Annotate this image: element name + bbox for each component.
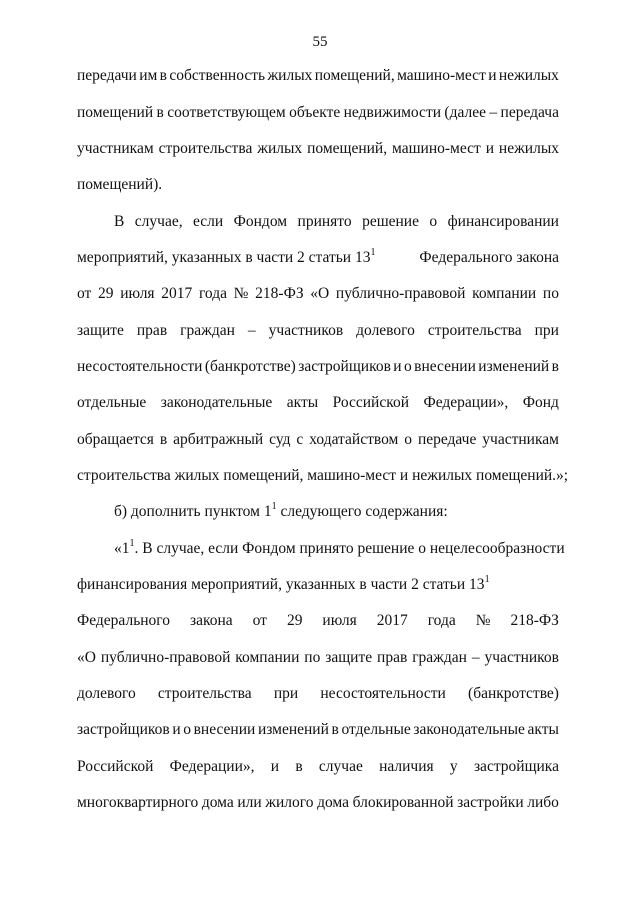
text-line xyxy=(77,611,559,631)
word: финансировании xyxy=(447,213,559,230)
word: дома xyxy=(201,794,234,811)
word: «О xyxy=(77,649,96,666)
word: Фондом xyxy=(233,213,288,230)
word: № xyxy=(233,285,249,302)
word: и xyxy=(270,758,280,775)
word: прав xyxy=(136,322,168,339)
word: собственность xyxy=(169,67,266,84)
text-line: строительства жилых помещений, машино-мест и нежилых помещений.»; xyxy=(77,467,569,484)
word: 2017 xyxy=(161,285,193,302)
word: машино-мест xyxy=(392,140,481,157)
word: застройщиков xyxy=(298,358,391,375)
word: акты xyxy=(527,721,559,738)
word: участникам xyxy=(482,431,559,448)
word: наличия xyxy=(379,758,434,775)
word: о xyxy=(404,431,413,448)
word: «О xyxy=(310,285,330,302)
word: застройщиков xyxy=(77,721,170,738)
superscript: 1 xyxy=(484,573,490,585)
word: законодательные xyxy=(413,721,525,738)
word: внесении xyxy=(193,721,256,738)
word: объекте xyxy=(289,104,341,121)
word: 2017 xyxy=(376,612,408,629)
line-part: следующего содержания: xyxy=(280,503,448,520)
word: Российской xyxy=(77,758,154,775)
text-line xyxy=(77,66,559,86)
word: помещений, xyxy=(314,67,395,84)
word: Федерации», xyxy=(169,758,255,775)
word: года xyxy=(427,612,456,629)
word: жилого xyxy=(265,794,314,811)
text-line xyxy=(77,103,559,123)
page-number: 55 xyxy=(312,34,328,50)
word: от xyxy=(252,612,267,629)
word: несостоятельности xyxy=(320,685,446,702)
word: Российской xyxy=(332,394,409,411)
word: Фонд xyxy=(522,394,559,411)
word: о xyxy=(404,358,412,375)
word: обращается xyxy=(77,431,154,448)
word: суд xyxy=(269,431,291,448)
word: строительства xyxy=(157,685,252,702)
word: В xyxy=(114,213,125,230)
superscript: 1 xyxy=(370,246,376,258)
text-line xyxy=(77,248,559,268)
text-line xyxy=(77,575,559,595)
text-line xyxy=(77,357,559,377)
text-line xyxy=(77,284,559,304)
word: недвижимости xyxy=(343,104,442,121)
word: в xyxy=(159,431,168,448)
word: строительства xyxy=(427,322,522,339)
word: и xyxy=(488,67,497,84)
word: июля xyxy=(322,612,357,629)
word: Федерального xyxy=(77,612,171,629)
word: защите xyxy=(325,649,373,666)
word: нежилых xyxy=(498,140,559,157)
word: многоквартирного xyxy=(77,794,199,811)
word: долевого xyxy=(356,322,415,339)
word: отдельные xyxy=(77,394,147,411)
word: № xyxy=(475,612,491,629)
word: передачи xyxy=(77,67,137,84)
word: изменений xyxy=(478,358,550,375)
word: решение xyxy=(362,213,419,230)
word: (банкротстве) xyxy=(468,685,559,702)
word: закона xyxy=(190,612,233,629)
word: или xyxy=(237,794,262,811)
word: случае xyxy=(318,758,363,775)
word: июля xyxy=(120,285,155,302)
word: в xyxy=(551,358,559,375)
word: если xyxy=(193,213,224,230)
word: акты xyxy=(286,394,319,411)
word: от xyxy=(77,285,92,302)
text-line xyxy=(77,139,559,159)
word: и xyxy=(393,358,402,375)
word: о xyxy=(183,721,191,738)
word: 218-ФЗ xyxy=(255,285,304,302)
word: прав xyxy=(377,649,408,666)
word: граждан xyxy=(412,649,467,666)
word: участников xyxy=(484,649,559,666)
text-line xyxy=(77,648,559,668)
word: машино-мест xyxy=(397,67,486,84)
word: строительства xyxy=(158,140,253,157)
word: компании xyxy=(235,649,300,666)
word: помещений, xyxy=(307,140,388,157)
text-line xyxy=(77,430,559,450)
word: либо xyxy=(527,794,559,811)
superscript: 1 xyxy=(271,500,277,512)
word: в xyxy=(295,758,303,775)
word: жилых xyxy=(257,140,303,157)
word: жилых xyxy=(267,67,313,84)
word: – xyxy=(247,322,256,339)
line-part: финансирования мероприятий, указанных в части 2 статьи 13 xyxy=(77,576,485,593)
paragraph-first-line xyxy=(114,502,559,522)
word: о xyxy=(429,213,438,230)
line-part: «1 xyxy=(114,540,130,557)
word: несостоятельности xyxy=(77,358,203,375)
word: участникам xyxy=(77,140,154,157)
word: – xyxy=(471,649,480,666)
word: граждан xyxy=(180,322,235,339)
word: в xyxy=(331,721,339,738)
word: долевого xyxy=(77,685,136,702)
word: публично-правовой xyxy=(100,649,231,666)
word: с xyxy=(296,431,304,448)
paragraph-first-line xyxy=(114,212,559,232)
word: отдельные xyxy=(341,721,411,738)
word: и xyxy=(485,140,494,157)
word: помещений xyxy=(77,104,154,121)
word: передаче xyxy=(417,431,477,448)
word: и xyxy=(172,721,181,738)
word: защите xyxy=(77,322,124,339)
word: случае, xyxy=(134,213,183,230)
line-part: Федерального закона xyxy=(419,249,559,266)
line-part: . В случае, если Фондом принято решение о нецелесообразности xyxy=(134,540,565,557)
word: публично-правовой xyxy=(335,285,466,302)
line-part: мероприятий, указанных в части 2 статьи 13 xyxy=(77,249,371,266)
word: при xyxy=(534,322,559,339)
word: арбитражный xyxy=(173,431,264,448)
word: компании xyxy=(472,285,537,302)
word: застройки xyxy=(457,794,524,811)
word: при xyxy=(273,685,299,702)
word: изменений xyxy=(257,721,329,738)
line-part: б) дополнить пунктом 1 xyxy=(114,503,272,520)
word: блокированной xyxy=(352,794,454,811)
paragraph-first-line xyxy=(114,537,565,559)
text-line xyxy=(77,684,559,704)
word: принято xyxy=(297,213,352,230)
word: Федерации», xyxy=(423,394,509,411)
word: по xyxy=(542,285,559,302)
text-line xyxy=(77,321,559,341)
word: передача xyxy=(500,104,559,121)
word: – xyxy=(489,104,498,121)
word: в xyxy=(159,67,167,84)
text-line xyxy=(77,393,559,413)
word: (далее xyxy=(444,104,486,121)
text-line xyxy=(77,793,559,813)
word: соответствующем xyxy=(167,104,286,121)
text-line: помещений). xyxy=(77,176,163,193)
word: 29 xyxy=(98,285,114,302)
word: дома xyxy=(317,794,350,811)
word: законодательные xyxy=(160,394,273,411)
word: по xyxy=(304,649,321,666)
word: 218-ФЗ xyxy=(510,612,559,629)
word: (банкротстве) xyxy=(204,358,296,375)
word: застройщика xyxy=(473,758,559,775)
word: участников xyxy=(268,322,344,339)
word: нежилых xyxy=(498,67,559,84)
word: внесении xyxy=(414,358,476,375)
superscript: 1 xyxy=(129,537,135,549)
word: им xyxy=(139,67,158,84)
word: у xyxy=(449,758,458,775)
word: в xyxy=(156,104,164,121)
text-line xyxy=(77,720,559,740)
word: 29 xyxy=(286,612,303,629)
word: ходатайством xyxy=(309,431,399,448)
word: года xyxy=(198,285,227,302)
text-line xyxy=(77,757,559,777)
